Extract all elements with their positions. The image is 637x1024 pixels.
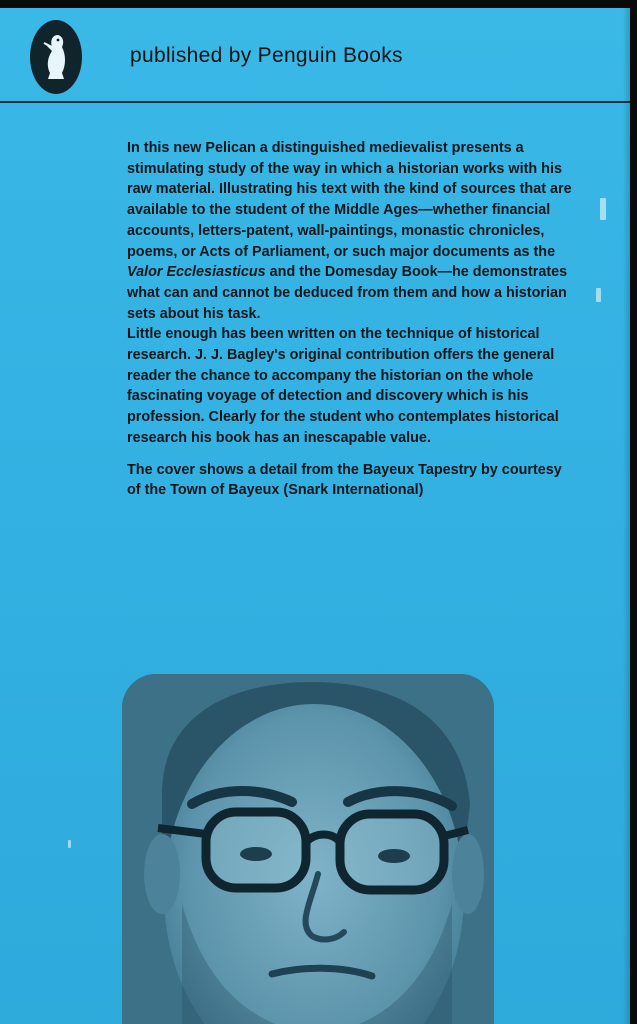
wear-mark bbox=[596, 288, 601, 302]
blurb-p1-italic-title: Valor Ecclesiasticus bbox=[127, 264, 266, 281]
cover-credit: The cover shows a detail from the Bayeux Tapestry by courtesy of the Town of Bayeux (Snark International) bbox=[127, 461, 562, 499]
book-back-cover bbox=[0, 8, 630, 1024]
blurb-p1-text-b: and the Domesday Book—he demonstrates what can and cannot be deduced from them and how a historian sets about his task. bbox=[127, 264, 568, 322]
cover-edge-shadow bbox=[623, 8, 630, 1024]
pelican-logo-icon bbox=[30, 20, 82, 94]
wear-mark bbox=[600, 198, 606, 220]
author-portrait bbox=[122, 674, 494, 1024]
blurb-text bbox=[127, 138, 577, 501]
wear-mark bbox=[68, 840, 71, 848]
publisher-line: published by Penguin Books bbox=[130, 44, 403, 67]
blurb-paragraph-2: Little enough has been written on the technique of historical research. J. J. Bagley's original contribution offers the general reader the chance to accompany the historian on the whole fascinating voyage of detection and discovery which is his profession. Clearly for the student who contemplates historical research his book has an inescapable value. bbox=[127, 326, 559, 446]
header-divider bbox=[0, 101, 630, 103]
blurb-paragraph-1 bbox=[127, 138, 577, 324]
blurb-p1-text-a: In this new Pelican a distinguished medievalist presents a stimulating study of the way in which a historian works with his raw material. Illustrating his text with the kind of sources that are available to the student of the Middle Ages—whether financial accounts, letters-patent, wall-paintings, monastic chronicles, poems, or Acts of Parliament, or such major documents as the bbox=[127, 140, 572, 260]
